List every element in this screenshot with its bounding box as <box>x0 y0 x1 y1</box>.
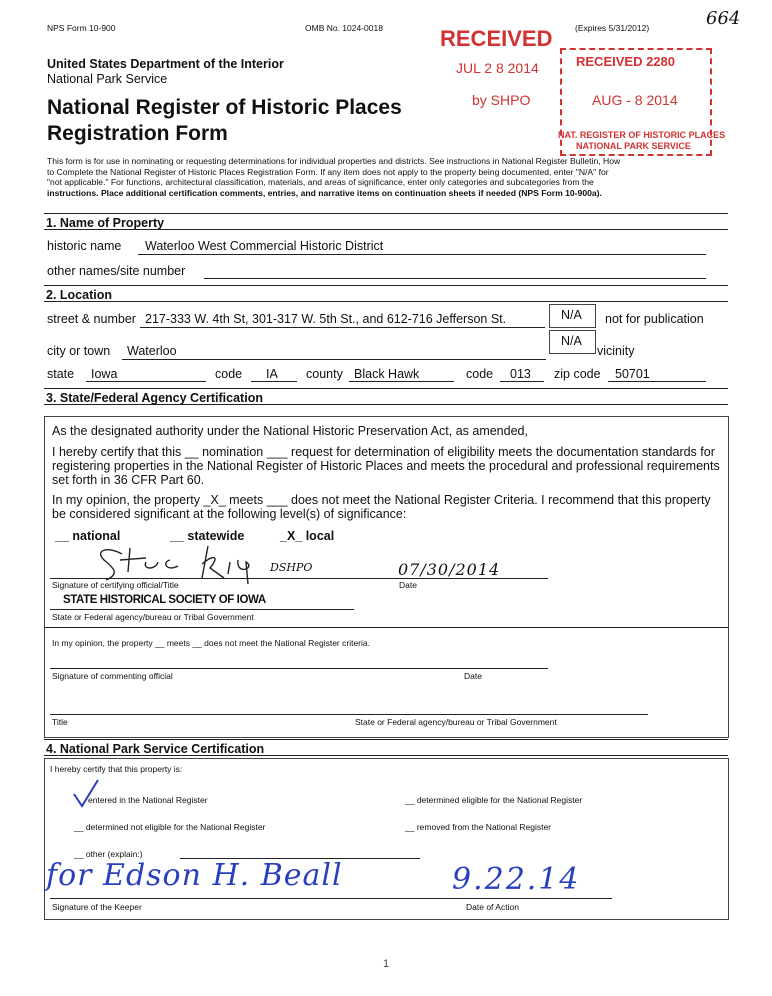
option-other[interactable]: __ other (explain:) <box>74 849 143 859</box>
opinion-text: In my opinion, the property _X_ meets ___ does not meet the National Register Criteria. I recommend that this property be considered significant at the following level(s) of significance: <box>52 493 711 521</box>
state-label: state <box>47 367 75 381</box>
city-label: city or town <box>47 344 111 358</box>
state-field[interactable]: Iowa <box>91 367 118 381</box>
historic-name-label: historic name <box>47 239 122 253</box>
authority-text: As the designated authority under the National Historic Preservation Act, as amended, <box>52 424 528 438</box>
certification-date: 07/30/2014 <box>398 560 501 579</box>
instructions: This form is for use in nominating or requesting determinations for individual properties and districts. See instructions in National Register Bulletin, How to Complete the National Register of Historic Places Registration Form. If any item does not apply to the property being documented, enter "N/A" for "not applicable." For functions, architectural classification, materials, and areas of significance, enter only categories and subcategories from the instructions. Place additional certification comments, entries, and narrative items on continuation sheets if needed (NPS Form 10-900a). <box>47 156 621 198</box>
form-title-line1: National Register of Historic Places <box>47 96 402 119</box>
county-code-field[interactable]: 013 <box>510 367 531 381</box>
comment-agency-label: State or Federal agency/bureau or Tribal Government <box>355 717 557 727</box>
section-2-heading: 2. Location <box>44 288 728 302</box>
action-date: 9.22.14 <box>452 862 581 897</box>
street-field[interactable]: 217-333 W. 4th St, 301-317 W. 5th St., and 612-716 Jefferson St. <box>145 312 507 326</box>
section-3-heading: 3. State/Federal Agency Certification <box>44 391 728 405</box>
signer-title: DSHPO <box>270 561 313 574</box>
received-date-stamp: JUL 2 8 2014 <box>456 60 539 76</box>
comment-title-label: Title <box>52 717 68 727</box>
level-local[interactable]: _X_ local <box>280 529 335 543</box>
street-label: street & number <box>47 312 136 326</box>
certify-text: I hereby certify that this __ nomination ___ request for determination of eligibility meets the documentation standards for registering properties in the National Register of Historic Places and meets the procedural and professional requirements set forth in 36 CFR Part 60. <box>52 445 720 487</box>
nps-received-stamp: RECEIVED 2280 AUG - 8 2014 NAT. REGISTER OF HISTORIC PLACES NATIONAL PARK SERVICE <box>560 48 712 156</box>
nfp-label: not for publication <box>605 312 704 326</box>
expiration: (Expires 5/31/2012) <box>575 23 650 33</box>
county-label: county <box>306 367 343 381</box>
section-1-heading: 1. Name of Property <box>44 216 728 230</box>
received-stamp: RECEIVED <box>440 26 553 51</box>
other-names-field[interactable] <box>210 264 610 278</box>
option-removed[interactable]: __ removed from the National Register <box>405 822 551 832</box>
page-number: 1 <box>383 958 390 970</box>
historic-name-field[interactable]: Waterloo West Commercial Historic District <box>145 239 384 253</box>
county-field[interactable]: Black Hawk <box>354 367 420 381</box>
level-national[interactable]: __ national <box>55 529 121 543</box>
county-code-label: code <box>466 367 494 381</box>
zip-label: zip code <box>554 367 601 381</box>
certification-date-label: Date <box>399 580 417 590</box>
option-entered[interactable]: entered in the National Register <box>88 795 208 805</box>
option-not-eligible[interactable]: __ determined not eligible for the National Register <box>74 822 266 832</box>
comment-opinion-text: In my opinion, the property __ meets __ does not meet the National Register criteria. <box>52 638 370 648</box>
state-code-label: code <box>215 367 243 381</box>
level-statewide[interactable]: __ statewide <box>170 529 245 543</box>
comment-date-label: Date <box>464 671 482 681</box>
city-field[interactable]: Waterloo <box>127 344 177 358</box>
keeper-signature-label: Signature of the Keeper <box>52 902 142 912</box>
by-shpo-stamp: by SHPO <box>472 92 531 108</box>
action-date-label: Date of Action <box>466 902 519 912</box>
agency: National Park Service <box>47 72 168 86</box>
option-determined-eligible[interactable]: __ determined eligible for the National Register <box>405 795 583 805</box>
certifying-signature-label: Signature of certifying official/Title <box>52 580 179 590</box>
state-code-field[interactable]: IA <box>266 367 278 381</box>
nps-certify-text: I hereby certify that this property is: <box>50 764 183 774</box>
not-for-publication-box[interactable]: N/A <box>549 304 596 328</box>
form-number: NPS Form 10-900 <box>47 23 116 33</box>
nps-certification-box <box>44 758 729 920</box>
zip-field[interactable]: 50701 <box>615 367 650 381</box>
keeper-signature: for Edson H. Beall <box>46 858 343 893</box>
other-names-label: other names/site number <box>47 264 186 278</box>
vicinity-box[interactable]: N/A <box>549 330 596 354</box>
page-mark: 664 <box>706 8 741 29</box>
commenting-signature-label: Signature of commenting official <box>52 671 173 681</box>
certifying-agency: STATE HISTORICAL SOCIETY OF IOWA <box>63 594 266 606</box>
department: United States Department of the Interior <box>47 57 284 71</box>
omb-number: OMB No. 1024-0018 <box>305 23 383 33</box>
section-4-heading: 4. National Park Service Certification <box>44 742 728 756</box>
vicinity-label: vicinity <box>597 344 635 358</box>
agency-label: State or Federal agency/bureau or Tribal Government <box>52 612 254 622</box>
form-title-line2: Registration Form <box>47 122 228 145</box>
